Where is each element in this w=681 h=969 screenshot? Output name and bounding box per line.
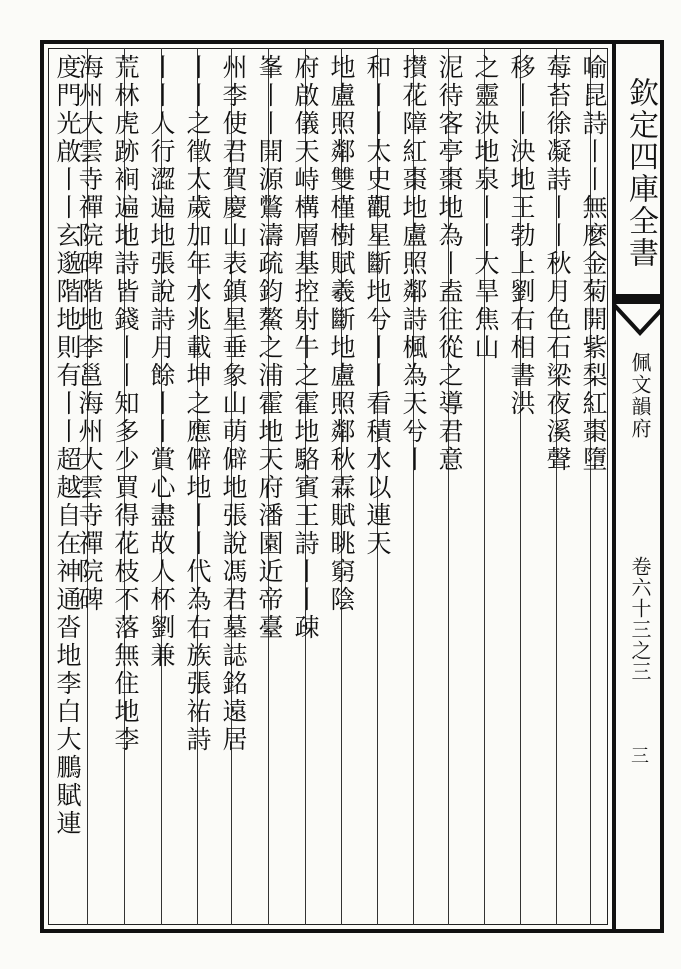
text-column-7: 和丨丨太史觀星斷地兮丨丨看積水以連天 (363, 54, 392, 558)
text-column-15: 海州大雲寺禪院碑階地李邕海州大雲寺禪院碑 (75, 54, 104, 614)
book-subtitle: 佩文韻府 (628, 352, 652, 440)
text-column-12: 丨丨之徵太歲加年水兆載坤之應僻地丨丨代為右族張祐詩 (183, 54, 212, 754)
book-title: 欽定四庫全書 (623, 77, 658, 269)
text-column-16: 度門光啟丨丨玄邈階地則有丨丨超越自在神通沓地李白大鵬賦連 (53, 54, 82, 838)
text-column-2: 莓苔徐凝詩丨丨秋月色石梁夜溪聲 (543, 54, 572, 474)
text-column-14: 荒林虎跡裥遍地詩皆錢丨丨知多少買得花枝不落無住地李 (111, 54, 140, 754)
text-column-3: 移丨丨泱地王勃上劉右相書洪 (507, 54, 536, 418)
text-column-10: 峯丨丨開源鷩濤疏鈞鰲之浦霍地天府潘園近帝臺 (255, 54, 284, 642)
text-column-13: 丨丨人行澀遍地張說詩月餘丨丨賞心盡故人杯劉兼 (147, 54, 176, 670)
text-column-1: 喻昆詩丨丨無麼金菊開紫梨紅棗墮 (579, 54, 608, 474)
text-column-6: 攅花障紅棗地盧照鄰詩楓為天兮丨 (399, 54, 428, 474)
text-column-8: 地盧照鄰雙槿樹賦羲斷地盧照鄰秋霖賦眺窮陰 (327, 54, 356, 614)
text-column-9: 府啟儀天峙構層基控射牛之霍地駱賓王詩丨丨疎 (291, 54, 320, 642)
fish-tail-mark-icon (616, 294, 664, 340)
text-column-4: 之靈泱地泉丨丨大旱焦山 (471, 54, 500, 362)
text-column-5: 泥待客亭棗地為丨盍往從之導君意 (435, 54, 464, 474)
volume-label: 卷六十三之三 (628, 556, 652, 682)
text-column-11: 州李使君賀慶山表鎮星垂象山萌僻地張說馮君墓誌銘遠居 (219, 54, 248, 754)
page-number: 三 (631, 746, 649, 767)
